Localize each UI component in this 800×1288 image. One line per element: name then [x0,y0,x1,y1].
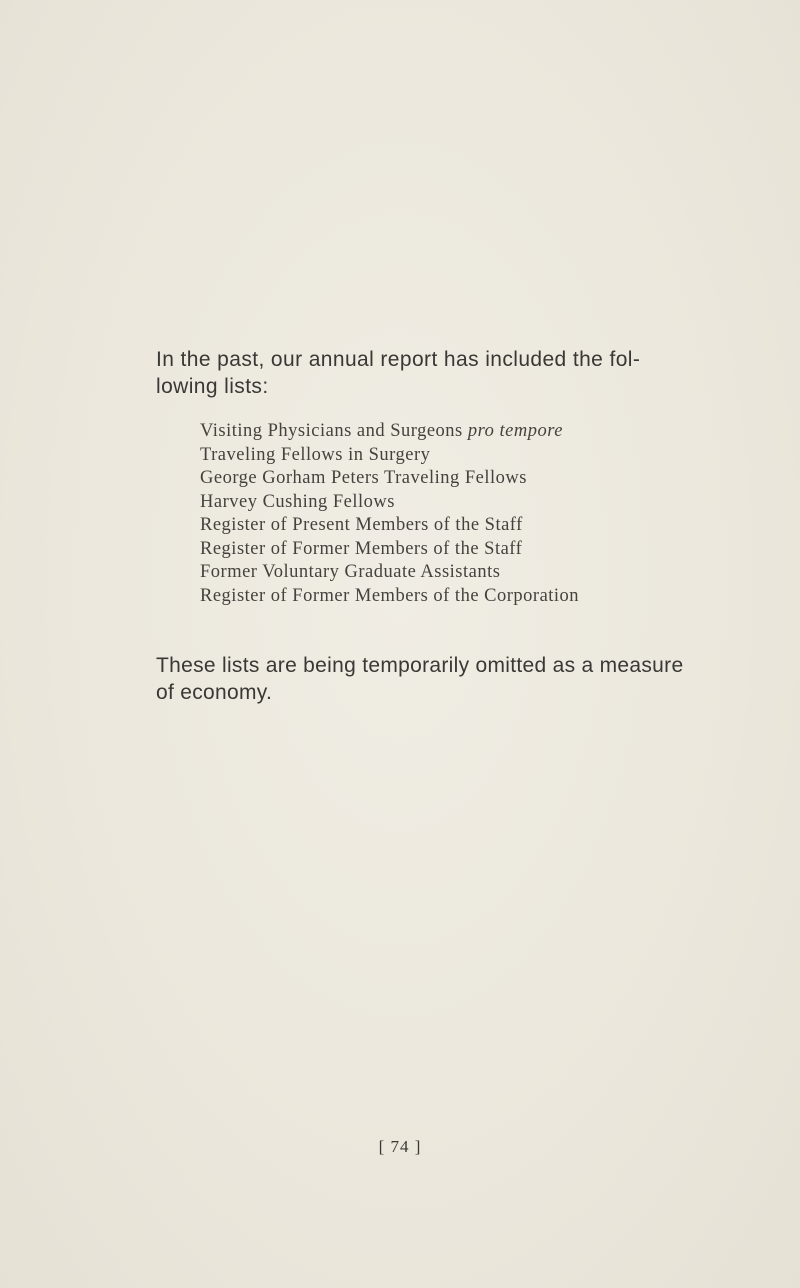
list-item: Visiting Physicians and Surgeons pro tempore [200,421,563,441]
closing-line-2: of economy. [156,681,273,704]
italic-phrase: pro tempore [467,421,563,441]
list-item: Former Voluntary Graduate Assistants [200,562,501,582]
report-lists [200,420,579,608]
list-item: George Gorham Peters Traveling Fellows [200,468,527,488]
intro-line-1: In the past, our annual report has included the fol- [156,348,641,371]
list-item: Register of Present Members of the Staff [200,515,523,535]
list-item: Harvey Cushing Fellows [200,491,395,512]
intro-paragraph [156,346,746,400]
list-item: Traveling Fellows in Surgery [200,444,431,465]
closing-line-1: These lists are being temporarily omitted as a measure [156,654,684,677]
list-item: Register of Former Members of the Staff [200,538,523,559]
closing-paragraph [156,652,756,706]
list-item: Register of Former Members of the Corporation [200,585,580,606]
page-number: [ 74 ] [378,1137,422,1156]
intro-line-2: lowing lists: [156,375,269,398]
